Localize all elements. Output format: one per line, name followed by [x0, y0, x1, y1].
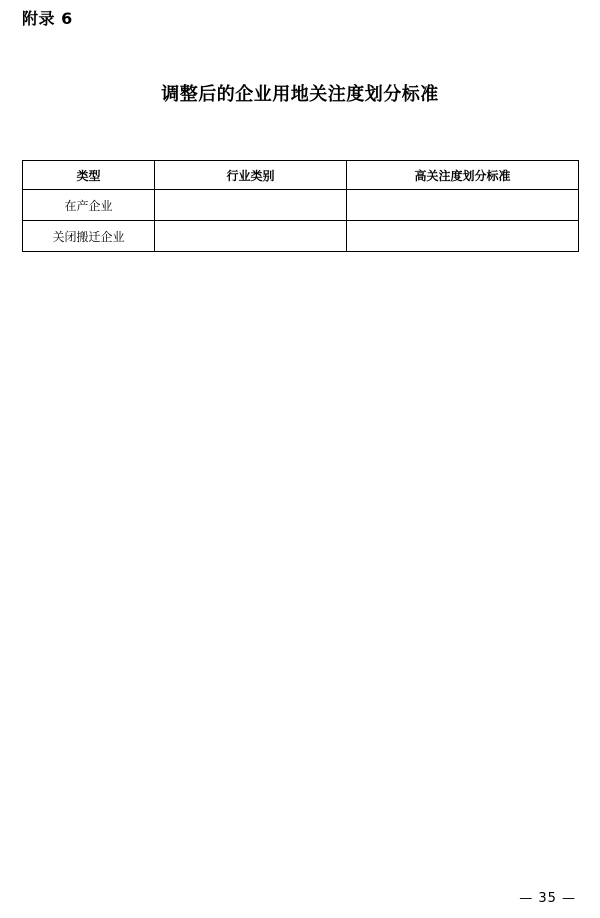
cell-criteria	[347, 190, 579, 221]
standards-table-container	[22, 160, 578, 252]
appendix-label: 附录 6	[22, 9, 73, 28]
page-number: — 35 —	[519, 891, 576, 906]
cell-type: 在产企业	[23, 190, 155, 221]
table-row	[23, 221, 579, 252]
column-header-criteria: 高关注度划分标准	[347, 161, 579, 190]
cell-criteria	[347, 221, 579, 252]
page-title: 调整后的企业用地关注度划分标准	[161, 84, 439, 105]
cell-industry	[155, 190, 347, 221]
table-row	[23, 190, 579, 221]
table-header-row	[23, 161, 579, 190]
cell-industry	[155, 221, 347, 252]
column-header-industry: 行业类别	[155, 161, 347, 190]
column-header-type: 类型	[23, 161, 155, 190]
cell-type: 关闭搬迁企业	[23, 221, 155, 252]
standards-table	[22, 160, 579, 252]
